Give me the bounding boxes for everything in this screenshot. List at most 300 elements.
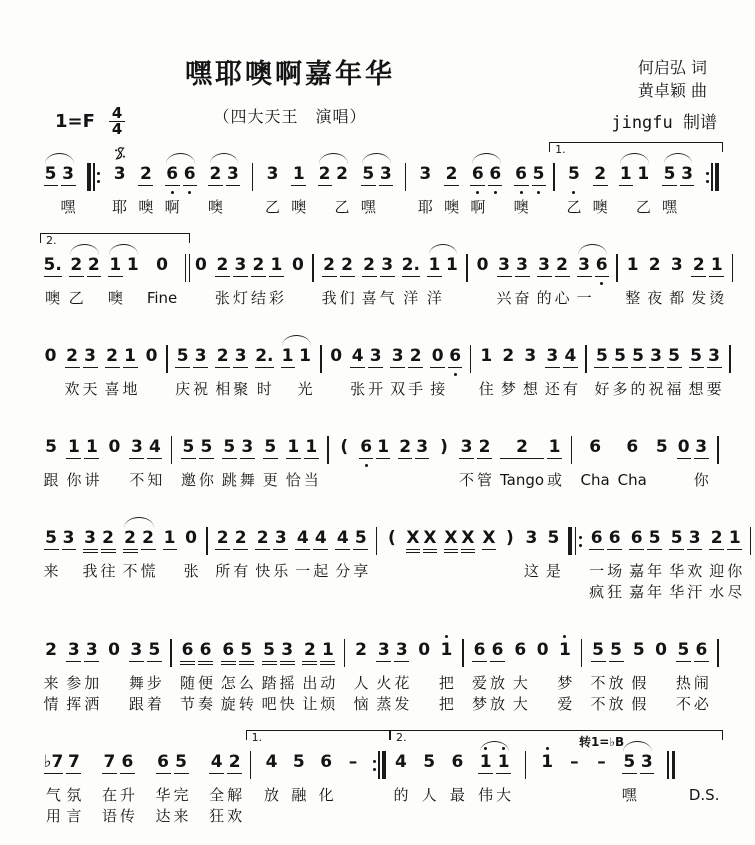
note-cell (647, 248, 662, 309)
lyric-line1: 欢 (64, 380, 80, 398)
lyric-line1: 都 (669, 289, 685, 307)
note-group (646, 248, 664, 309)
lyric-line1: 出 (302, 674, 318, 692)
beam-underlines (501, 366, 516, 372)
note-number: 6 (590, 528, 603, 548)
lyric-line2 (422, 694, 427, 715)
note-group (328, 339, 345, 400)
note-group (429, 339, 464, 400)
lyric-line1 (334, 379, 339, 400)
octave-dot-above-slot (563, 633, 566, 640)
note-number: 3 (525, 528, 538, 548)
beam-underlines (503, 548, 517, 554)
beam-underlines (44, 184, 58, 190)
barline (525, 745, 527, 779)
lyric-line1 (364, 470, 369, 491)
beam-underlines (459, 457, 474, 463)
beam-underlines (430, 366, 445, 372)
lyric-line1: 热 (675, 674, 691, 692)
high-octave-dot (445, 635, 448, 638)
note-cell (163, 521, 177, 603)
note-cell (280, 633, 295, 715)
note-cell (233, 248, 248, 309)
note-number: 3 (395, 640, 408, 660)
note-number: 1 (558, 640, 571, 660)
note-number: 1 (497, 752, 510, 772)
note-number: 3 (650, 346, 662, 366)
note-cell (129, 430, 144, 491)
beam-underlines (577, 275, 592, 281)
note-group (539, 745, 556, 827)
beam-underlines (227, 772, 242, 778)
note-group (668, 521, 704, 603)
note-number: 3 (227, 164, 239, 184)
music-system-7 (40, 728, 723, 827)
lyric-line1: 伟 (478, 786, 494, 804)
lyric-line1 (466, 561, 471, 582)
note-cell (470, 157, 485, 218)
note-number: 5 (200, 437, 213, 457)
note-cell (240, 430, 255, 491)
note-number: 2 (409, 346, 422, 366)
repeat-dots (706, 163, 709, 191)
barline (250, 745, 252, 779)
note-cell (689, 339, 704, 400)
lyric-line1: 完 (173, 786, 189, 804)
beam-underlines (280, 660, 295, 666)
beam-underlines (233, 275, 248, 281)
beam-underlines (61, 184, 76, 190)
note-cell (263, 430, 278, 491)
note-cell (406, 521, 420, 603)
note-number: 1 (163, 528, 176, 548)
note-number: 1 (548, 437, 561, 457)
note-cell (175, 339, 190, 400)
beam-underlines (362, 275, 377, 281)
lyric-line1: 往 (100, 562, 116, 580)
note-number: 6 (626, 437, 639, 457)
beam-underlines (361, 184, 376, 190)
barline (170, 633, 172, 667)
lyric-line1 (659, 470, 664, 491)
note-cell (612, 339, 627, 400)
beam-underlines (689, 366, 704, 372)
beam-underlines (619, 184, 633, 190)
beam-underlines (689, 772, 720, 778)
note-number: 5 (263, 640, 276, 660)
lyric-line1: 有 (233, 562, 249, 580)
lyric-line1: 耶 (112, 198, 128, 216)
segment (40, 322, 723, 400)
note-number: 3 (460, 437, 473, 457)
lyric-line2 (483, 806, 488, 827)
lyric-line1: 全 (209, 786, 225, 804)
lyric-line1: 张 (214, 289, 230, 307)
beam-underlines (208, 184, 223, 190)
note-cell (654, 633, 668, 715)
note-cell (689, 745, 720, 827)
lyric-line1: 噢 (138, 198, 154, 216)
note-cell (265, 157, 280, 218)
lyric-line1: 参 (66, 674, 82, 692)
modulation-annotation: 转1=♭B (578, 735, 625, 749)
lyric-line2: 来 (173, 807, 189, 825)
note-cell (291, 248, 305, 309)
beam-underlines (694, 457, 709, 463)
lyric-line1 (685, 197, 690, 218)
note-group (106, 633, 123, 715)
lyric-line1: 所 (215, 562, 231, 580)
note-number: 3 (234, 255, 247, 275)
beam-underlines (557, 660, 572, 666)
note-cell (415, 430, 429, 491)
high-octave-dot (502, 747, 505, 750)
note-number: 0 (418, 640, 431, 660)
lyric-line1: 么 (238, 674, 254, 692)
note-group (436, 430, 453, 491)
note-group (42, 248, 63, 309)
lyric-line1: 化 (318, 786, 334, 804)
note-cell (379, 157, 393, 218)
barline (729, 339, 731, 373)
lyric-line1: 最 (449, 786, 465, 804)
note-cell (417, 633, 431, 715)
note-number: 5 (182, 437, 195, 457)
barline (470, 339, 472, 373)
note-number: 5 (223, 437, 236, 457)
lyric-line1: 升 (119, 786, 135, 804)
beam-underlines (523, 366, 538, 372)
note-group (687, 745, 721, 827)
lyric-line1: Fine (146, 289, 178, 307)
note-group (336, 430, 353, 491)
note-number: 1 (377, 437, 390, 457)
lyric-line2 (260, 582, 265, 603)
note-group (81, 521, 117, 603)
note-number: 2 (648, 255, 661, 275)
note-number: 3 (416, 437, 429, 457)
beam-underlines (335, 548, 350, 554)
note-number: ) (440, 437, 448, 457)
note-number: 3 (670, 255, 683, 275)
lyric-line1: 噢 (107, 289, 123, 307)
note-group (294, 521, 330, 603)
beam-underlines (265, 184, 280, 190)
note-group (543, 339, 579, 400)
lyric-line1: 兴 (496, 289, 512, 307)
note-number: 3 (419, 164, 432, 184)
volta-label: 2. (395, 731, 407, 744)
octave-dot-above-slot (445, 633, 448, 640)
beam-underlines (654, 660, 668, 666)
note-cell (578, 735, 625, 827)
beam-underlines (655, 457, 669, 463)
lyric-line2 (189, 582, 194, 603)
transcriber-credit: jingfu 制谱 (611, 113, 717, 133)
beam-underlines (547, 457, 562, 463)
note-number: 5 (175, 752, 187, 772)
note-group (352, 633, 370, 715)
note-group (471, 633, 507, 715)
note-number: 6 (491, 640, 504, 660)
note-number: 2 (445, 164, 458, 184)
note-number: 0 (330, 346, 343, 366)
lyric-line2: 着 (146, 695, 162, 713)
note-number: 3 (84, 528, 96, 548)
note-number: 2 (478, 437, 491, 457)
octave-dot-below-slot (520, 190, 523, 197)
lyric-line1 (681, 470, 686, 491)
lyric-line2 (599, 806, 604, 827)
segment (40, 616, 723, 715)
note-cell (490, 633, 505, 715)
note-number: 2 (341, 255, 353, 275)
repeat-start-barline (87, 157, 100, 191)
note-number: 3 (498, 255, 510, 275)
note-number: 5 (568, 164, 580, 184)
note-cell (479, 339, 494, 400)
note-group (458, 430, 494, 491)
beam-underlines (226, 184, 240, 190)
lyric-line1: 结 (250, 289, 266, 307)
beam-underlines (476, 275, 490, 281)
beam-underlines (269, 275, 284, 281)
barline (732, 248, 734, 282)
lyric-line1: 我 (321, 289, 337, 307)
note-number: 2 (228, 752, 241, 772)
note-number: 0 (655, 640, 668, 660)
beam-underlines (291, 184, 306, 190)
lyric-line1: 开 (368, 380, 384, 398)
volta-segment (40, 231, 190, 309)
lyric-line1 (48, 197, 53, 218)
note-number: 2 (399, 437, 412, 457)
lyric-line1: 想 (522, 380, 538, 398)
beam-underlines (138, 184, 153, 190)
note-cell (337, 430, 351, 491)
lyric-line1 (623, 197, 628, 218)
note-number: 2 (336, 164, 348, 184)
note-group (477, 745, 513, 827)
note-cell (523, 339, 538, 400)
repeat-end-barline (706, 157, 719, 191)
lyric-line2: 水 (709, 583, 725, 601)
note-cell (362, 248, 377, 309)
note-group (42, 633, 60, 715)
note-number: 4 (265, 752, 278, 772)
note-number: 2 (45, 640, 57, 660)
note-group (360, 248, 396, 309)
lyric-line1 (285, 379, 290, 400)
lyric-line2: 放 (608, 695, 624, 713)
composer-credit: 黄卓颖 曲 (637, 81, 707, 100)
note-number: 5 (690, 346, 702, 366)
lyric-line2: 旋 (220, 695, 236, 713)
lyric-line1: 讲 (84, 471, 100, 489)
lyric-line2 (220, 582, 225, 603)
barline (344, 633, 346, 667)
note-cell (376, 430, 390, 491)
beam-underlines (174, 772, 189, 778)
note-number: 3 (130, 640, 143, 660)
lyric-line1: 分 (335, 562, 351, 580)
note-cell (655, 430, 669, 491)
note-cell (393, 745, 408, 827)
note-cell (394, 633, 409, 715)
lyric-line1: 耶 (417, 198, 433, 216)
note-cell (105, 339, 120, 400)
notation-sheet (40, 140, 743, 840)
lyric-line1 (48, 379, 53, 400)
note-number: 1 (626, 255, 639, 275)
note-number: 3 (681, 164, 693, 184)
note-cell (215, 521, 230, 603)
note-cell (350, 339, 365, 400)
note-number: 3 (695, 437, 708, 457)
lyric-line1 (450, 288, 455, 309)
lyric-line1: 天 (82, 380, 98, 398)
note-cell (291, 157, 306, 218)
note-group (100, 745, 136, 827)
note-number: 3 (379, 164, 392, 184)
note-cell (353, 521, 368, 603)
note-group (42, 745, 83, 827)
beam-underlines (87, 275, 101, 281)
lyric-line1 (381, 470, 386, 491)
note-group (137, 157, 155, 218)
beam-underlines (536, 660, 550, 666)
note-cell (707, 339, 722, 400)
beam-underlines (286, 457, 301, 463)
note-group (290, 157, 308, 218)
barline (616, 248, 618, 282)
lyric-line1: 噢 (291, 198, 307, 216)
lyric-line1: 你 (66, 471, 82, 489)
beam-underlines (44, 275, 62, 281)
barline (327, 430, 329, 464)
lyric-line2: 转 (238, 695, 254, 713)
note-cell (691, 248, 706, 309)
lyric-line2: 年 (647, 583, 663, 601)
lyric-line2: 华 (669, 583, 685, 601)
lyric-line1: 奋 (514, 289, 530, 307)
note-number: 0 (145, 346, 158, 366)
lyric-line1: 来 (43, 562, 59, 580)
note-group (254, 521, 290, 603)
final-barline (667, 745, 675, 779)
note-group (512, 157, 547, 218)
note-cell (120, 745, 135, 827)
note-group (260, 633, 296, 715)
octave-dot-below-slot (188, 190, 191, 197)
beam-underlines (291, 772, 306, 778)
note-cell (619, 157, 633, 218)
note-cell (318, 157, 332, 218)
lyric-line1: 啊 (164, 198, 180, 216)
note-cell (581, 430, 610, 491)
note-group (535, 248, 571, 309)
note-cell (607, 521, 622, 603)
note-cell (255, 521, 270, 603)
beam-underlines (107, 660, 121, 666)
note-group (65, 633, 101, 715)
lyric-line2 (428, 582, 433, 603)
barline (717, 430, 719, 464)
beam-underlines (563, 366, 578, 372)
beam-underlines (101, 548, 116, 554)
lyric-line1: 光 (297, 380, 313, 398)
note-number: 4 (210, 752, 223, 772)
beam-underlines (346, 772, 360, 778)
lyric-line1: 起 (313, 562, 329, 580)
note-number: 2 (594, 164, 607, 184)
note-group (358, 430, 392, 491)
note-group (477, 339, 495, 400)
lyric-line2 (351, 806, 356, 827)
beam-underlines (490, 660, 505, 666)
note-group (42, 521, 77, 603)
note-group (591, 157, 609, 218)
note-cell (687, 521, 702, 603)
note-number: 6 (515, 164, 527, 184)
lyric-line2: 用 (45, 807, 61, 825)
note-number: 4 (351, 346, 364, 366)
note-cell (555, 248, 570, 309)
lyric-line1: 跟 (43, 471, 59, 489)
lyric-line1: 烫 (709, 289, 725, 307)
beam-underlines (393, 772, 408, 778)
lyric-line1: 你 (198, 471, 214, 489)
beam-underlines (445, 275, 459, 281)
beam-underlines (44, 548, 59, 554)
note-number: 5 (663, 164, 676, 184)
octave-dot-below-slot (572, 190, 575, 197)
volta-label: 1. (555, 143, 566, 156)
lyric-line1: 乐 (273, 562, 289, 580)
note-group (42, 157, 77, 218)
lyric-line1: 花 (394, 674, 410, 692)
note-cell (141, 521, 156, 603)
beam-underlines (147, 457, 162, 463)
note-group (279, 339, 314, 400)
note-cell (322, 248, 337, 309)
note-cell (194, 248, 208, 309)
note-cell (501, 339, 516, 400)
note-number: 6 (473, 640, 486, 660)
barline (717, 633, 719, 667)
key-signature (55, 106, 125, 137)
note-group (480, 521, 497, 603)
lyric-line1: 们 (339, 289, 355, 307)
note-group (690, 248, 726, 309)
octave-dot-below-slot (365, 463, 368, 470)
note-number: 5 (176, 346, 189, 366)
note-cell (181, 430, 196, 491)
beam-underlines (607, 548, 622, 554)
note-cell (84, 430, 99, 491)
note-group (154, 745, 190, 827)
beam-underlines (255, 366, 273, 372)
lyric-line2 (167, 582, 172, 603)
lyric-line2: 嘉 (629, 583, 645, 601)
lyric-line1: 乙 (334, 198, 350, 216)
beam-underlines (322, 275, 337, 281)
note-number: 0 (156, 255, 168, 275)
lyric-line2 (318, 582, 323, 603)
beam-underlines (567, 772, 581, 778)
note-cell (66, 745, 81, 827)
note-group (511, 633, 529, 715)
